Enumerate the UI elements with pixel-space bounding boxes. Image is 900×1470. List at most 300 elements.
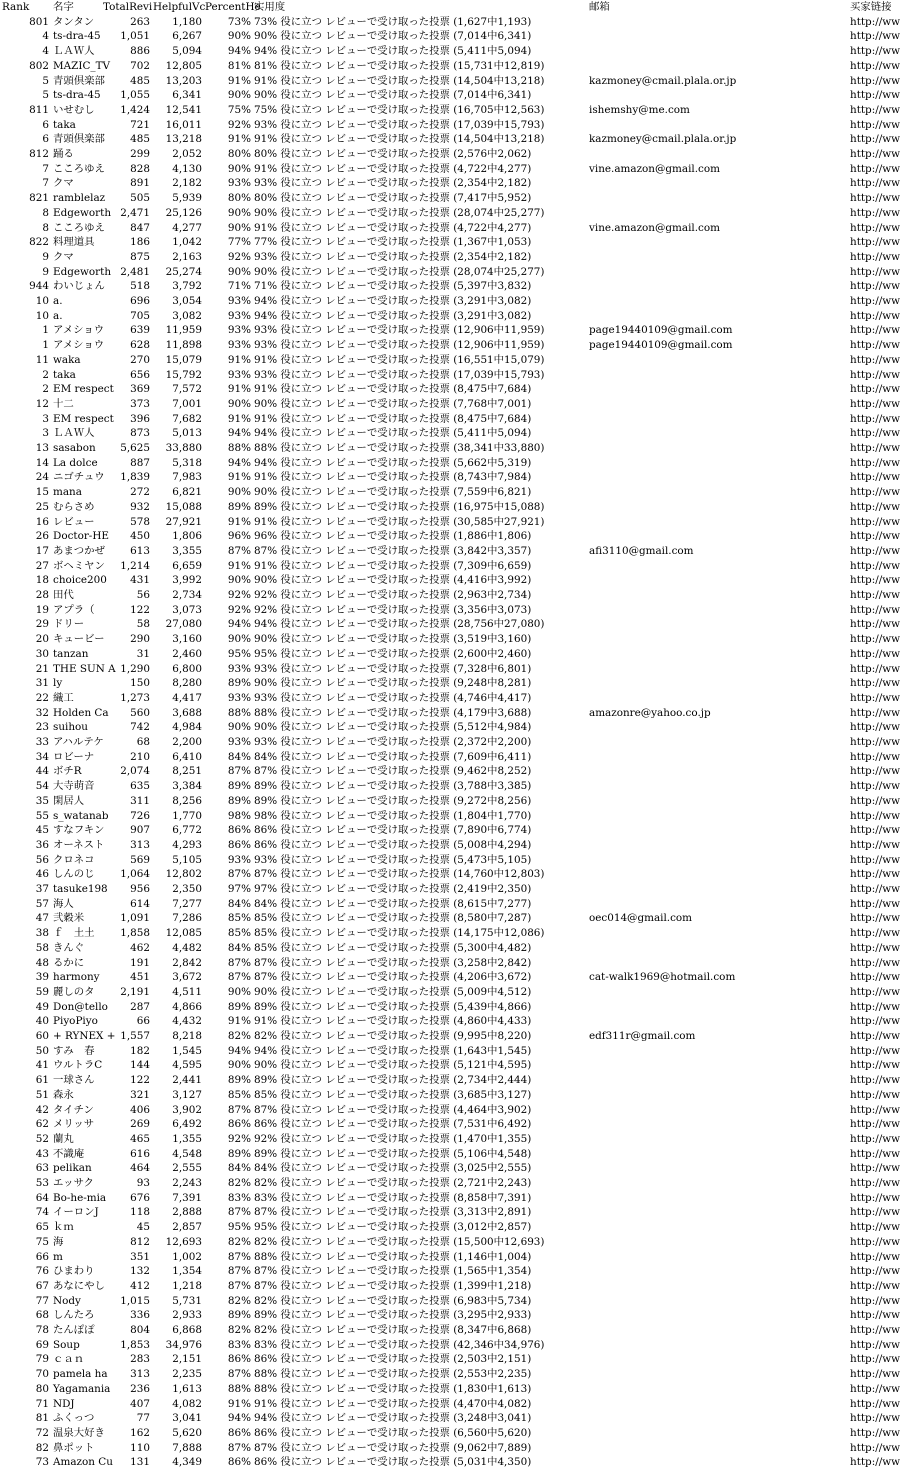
cell-buyer-link[interactable]: http://ww (850, 471, 900, 484)
cell-email[interactable] (589, 1426, 844, 1441)
cell-total-reviews[interactable]: 702 (130, 59, 150, 72)
cell-helpful-votes[interactable]: 6,410 (172, 750, 202, 763)
cell-buyer-link[interactable]: http://ww (850, 1265, 900, 1278)
cell-total-reviews[interactable]: 299 (130, 148, 150, 160)
cell-buyer-link[interactable]: http://ww (850, 221, 900, 234)
cell-name[interactable]: 大寺萌音 (53, 780, 95, 793)
cell-utility[interactable]: 93% 役に立つ レビューで受け取った投票 (5,473中5,105) (254, 853, 532, 866)
cell-percent-helpful[interactable]: 87% (227, 1368, 251, 1381)
cell-utility[interactable]: 90% 役に立つ レビューで受け取った投票 (5,512中4,984) (254, 721, 532, 734)
cell-total-reviews[interactable]: 1,015 (120, 1294, 150, 1307)
cell-total-reviews[interactable]: 613 (130, 544, 150, 557)
cell-helpful-votes[interactable]: 8,251 (172, 765, 202, 778)
cell-rank[interactable]: 62 (35, 1118, 49, 1131)
cell-rank[interactable]: 57 (35, 897, 49, 910)
cell-buyer-link[interactable]: http://ww (850, 1235, 900, 1248)
cell-buyer-link[interactable]: http://ww (850, 427, 900, 440)
cell-percent-helpful[interactable]: 90% (227, 1059, 251, 1072)
cell-utility[interactable]: 91% 役に立つ レビューで受け取った投票 (8,743中7,984) (254, 471, 532, 484)
cell-email[interactable]: amazonre@yahoo.co.jp (589, 706, 711, 719)
cell-buyer-link[interactable]: http://ww (850, 456, 900, 469)
cell-rank[interactable]: 74 (35, 1206, 49, 1219)
cell-rank[interactable]: 821 (29, 192, 49, 205)
cell-buyer-link[interactable]: http://ww (850, 780, 900, 793)
cell-buyer-link[interactable]: http://ww (850, 397, 900, 410)
cell-utility[interactable]: 88% 役に立つ レビューで受け取った投票 (38,341中33,880) (254, 442, 545, 454)
cell-rank[interactable]: 41 (35, 1059, 49, 1072)
cell-rank[interactable]: 39 (35, 971, 49, 984)
cell-name[interactable]: 麗しのタ (53, 985, 95, 998)
cell-rank[interactable]: 58 (35, 941, 49, 954)
cell-name[interactable]: るかに (53, 956, 85, 969)
cell-percent-helpful[interactable]: 89% (227, 794, 251, 807)
cell-helpful-votes[interactable]: 4,349 (172, 1456, 202, 1469)
cell-rank[interactable]: 47 (35, 912, 49, 925)
cell-utility[interactable]: 94% 役に立つ レビューで受け取った投票 (1,643中1,545) (254, 1044, 532, 1057)
cell-name[interactable]: あまつかぜ (53, 544, 105, 557)
cell-buyer-link[interactable]: http://ww (850, 1279, 900, 1292)
cell-utility[interactable]: 85% 役に立つ レビューで受け取った投票 (14,175中12,086) (254, 927, 545, 940)
cell-percent-helpful[interactable]: 94% (227, 45, 251, 58)
cell-name[interactable]: sasabon (53, 442, 96, 454)
cell-utility[interactable]: 84% 役に立つ レビューで受け取った投票 (8,615中7,277) (254, 897, 532, 910)
cell-utility[interactable]: 80% 役に立つ レビューで受け取った投票 (7,417中5,952) (254, 192, 532, 205)
cell-rank[interactable]: 59 (35, 985, 49, 998)
cell-percent-helpful[interactable]: 90% (227, 486, 251, 499)
cell-total-reviews[interactable]: 505 (130, 192, 150, 205)
cell-email[interactable] (589, 1058, 844, 1073)
cell-percent-helpful[interactable]: 75% (227, 103, 251, 116)
cell-total-reviews[interactable]: 873 (130, 427, 150, 440)
cell-name[interactable]: ｃａｎ (53, 1353, 85, 1366)
cell-utility[interactable]: 87% 役に立つ レビューで受け取った投票 (4,464中3,902) (254, 1103, 532, 1116)
cell-name[interactable]: クマ (53, 177, 74, 190)
cell-email[interactable] (589, 1205, 844, 1220)
cell-rank[interactable]: 49 (35, 1000, 49, 1013)
cell-utility[interactable]: 86% 役に立つ レビューで受け取った投票 (5,031中4,350) (254, 1456, 532, 1469)
cell-utility[interactable]: 94% 役に立つ レビューで受け取った投票 (3,291中3,082) (254, 309, 532, 322)
cell-email[interactable] (589, 426, 844, 441)
cell-rank[interactable]: 65 (35, 1221, 49, 1234)
cell-percent-helpful[interactable]: 89% (227, 677, 251, 690)
cell-helpful-votes[interactable]: 27,080 (165, 618, 202, 631)
cell-buyer-link[interactable]: http://ww (850, 295, 900, 307)
cell-rank[interactable]: 61 (35, 1074, 49, 1087)
cell-email[interactable] (589, 1073, 844, 1088)
cell-total-reviews[interactable]: 336 (130, 1309, 150, 1322)
cell-buyer-link[interactable]: http://ww (850, 280, 900, 293)
cell-buyer-link[interactable]: http://ww (850, 1426, 900, 1439)
cell-rank[interactable]: 45 (35, 824, 49, 837)
header-buyer-link[interactable]: 买家链接 (850, 1, 892, 13)
cell-total-reviews[interactable]: 614 (130, 897, 150, 910)
cell-utility[interactable]: 90% 役に立つ レビューで受け取った投票 (7,559中6,821) (254, 486, 532, 499)
cell-email[interactable] (589, 15, 844, 30)
cell-helpful-votes[interactable]: 4,277 (172, 221, 202, 234)
cell-buyer-link[interactable]: http://ww (850, 1250, 900, 1263)
cell-rank[interactable]: 811 (29, 103, 49, 116)
cell-buyer-link[interactable]: http://ww (850, 265, 900, 278)
cell-utility[interactable]: 89% 役に立つ レビューで受け取った投票 (2,734中2,444) (254, 1074, 532, 1087)
cell-total-reviews[interactable]: 2,074 (120, 765, 150, 778)
cell-name[interactable]: pamela ha (53, 1368, 108, 1381)
cell-helpful-votes[interactable]: 3,082 (172, 309, 202, 322)
cell-total-reviews[interactable]: 1,839 (120, 471, 150, 484)
cell-utility[interactable]: 94% 役に立つ レビューで受け取った投票 (3,291中3,082) (254, 295, 532, 307)
cell-helpful-votes[interactable]: 6,821 (172, 486, 202, 499)
cell-helpful-votes[interactable]: 5,620 (172, 1426, 202, 1439)
cell-name[interactable]: THE SUN A (53, 662, 116, 675)
cell-helpful-votes[interactable]: 2,734 (172, 589, 202, 601)
cell-helpful-votes[interactable]: 1,770 (172, 809, 202, 822)
cell-rank[interactable]: 77 (35, 1294, 49, 1307)
cell-rank[interactable]: 944 (29, 280, 49, 293)
cell-rank[interactable]: 71 (35, 1397, 49, 1410)
cell-buyer-link[interactable]: http://ww (850, 1059, 900, 1072)
cell-utility[interactable]: 86% 役に立つ レビューで受け取った投票 (7,890中6,774) (254, 824, 532, 837)
cell-utility[interactable]: 71% 役に立つ レビューで受け取った投票 (5,397中3,832) (254, 280, 532, 293)
cell-total-reviews[interactable]: 560 (130, 706, 150, 719)
cell-name[interactable]: 森永 (53, 1088, 74, 1101)
cell-buyer-link[interactable]: http://ww (850, 324, 900, 337)
cell-rank[interactable]: 5 (42, 89, 49, 102)
cell-utility[interactable]: 92% 役に立つ レビューで受け取った投票 (1,470中1,355) (254, 1132, 532, 1145)
cell-total-reviews[interactable]: 616 (130, 1147, 150, 1160)
cell-helpful-votes[interactable]: 4,595 (172, 1059, 202, 1072)
cell-helpful-votes[interactable]: 3,902 (172, 1103, 202, 1116)
cell-helpful-votes[interactable]: 3,792 (172, 280, 202, 293)
cell-total-reviews[interactable]: 132 (130, 1265, 150, 1278)
cell-helpful-votes[interactable]: 3,041 (172, 1412, 202, 1425)
cell-buyer-link[interactable]: http://ww (850, 1309, 900, 1322)
cell-helpful-votes[interactable]: 15,079 (165, 353, 202, 366)
cell-total-reviews[interactable]: 144 (130, 1059, 150, 1072)
cell-total-reviews[interactable]: 58 (136, 618, 150, 631)
cell-total-reviews[interactable]: 465 (130, 1132, 150, 1145)
cell-name[interactable]: ドリー (53, 618, 85, 631)
cell-buyer-link[interactable]: http://ww (850, 1221, 900, 1234)
cell-total-reviews[interactable]: 1,290 (120, 662, 150, 675)
cell-percent-helpful[interactable]: 88% (227, 442, 251, 454)
cell-rank[interactable]: 30 (35, 647, 49, 660)
cell-helpful-votes[interactable]: 2,200 (172, 736, 202, 748)
cell-helpful-votes[interactable]: 3,127 (172, 1088, 202, 1101)
cell-name[interactable]: メリッサ (53, 1118, 95, 1131)
cell-name[interactable]: taka (53, 118, 76, 131)
cell-helpful-votes[interactable]: 16,011 (165, 118, 202, 131)
cell-total-reviews[interactable]: 270 (130, 353, 150, 366)
cell-rank[interactable]: 46 (35, 868, 49, 881)
cell-helpful-votes[interactable]: 13,218 (165, 133, 202, 146)
cell-total-reviews[interactable]: 932 (130, 500, 150, 513)
cell-email[interactable] (589, 470, 844, 485)
cell-name[interactable]: ウルトラC (53, 1059, 103, 1072)
cell-helpful-votes[interactable]: 6,659 (172, 559, 202, 572)
cell-name[interactable]: PiyoPiyo (53, 1015, 98, 1028)
cell-total-reviews[interactable]: 313 (130, 1368, 150, 1381)
cell-buyer-link[interactable]: http://ww (850, 574, 900, 587)
cell-email[interactable] (589, 1161, 844, 1176)
cell-utility[interactable]: 86% 役に立つ レビューで受け取った投票 (7,531中6,492) (254, 1118, 532, 1131)
cell-buyer-link[interactable]: http://ww (850, 45, 900, 58)
cell-name[interactable]: クロネコ (53, 853, 95, 866)
cell-percent-helpful[interactable]: 93% (227, 853, 251, 866)
cell-helpful-votes[interactable]: 6,800 (172, 662, 202, 675)
cell-percent-helpful[interactable]: 92% (227, 589, 251, 601)
cell-name[interactable]: 青頭倶楽部 (53, 74, 105, 87)
cell-email[interactable] (589, 1103, 844, 1118)
cell-helpful-votes[interactable]: 12,805 (165, 59, 202, 72)
cell-total-reviews[interactable]: 485 (130, 133, 150, 146)
cell-buyer-link[interactable]: http://ww (850, 853, 900, 866)
cell-helpful-votes[interactable]: 5,939 (172, 192, 202, 205)
cell-utility[interactable]: 85% 役に立つ レビューで受け取った投票 (3,685中3,127) (254, 1088, 532, 1101)
cell-total-reviews[interactable]: 451 (130, 971, 150, 984)
cell-rank[interactable]: 2 (42, 368, 49, 381)
cell-helpful-votes[interactable]: 6,341 (172, 89, 202, 102)
cell-utility[interactable]: 93% 役に立つ レビューで受け取った投票 (17,039中15,793) (254, 368, 545, 381)
cell-name[interactable]: a. (53, 309, 63, 322)
cell-name[interactable]: 織工 (53, 691, 74, 704)
cell-buyer-link[interactable]: http://ww (850, 1412, 900, 1425)
cell-rank[interactable]: 33 (35, 736, 49, 748)
cell-percent-helpful[interactable]: 91% (227, 353, 251, 366)
cell-percent-helpful[interactable]: 86% (227, 838, 251, 851)
cell-helpful-votes[interactable]: 7,682 (172, 412, 202, 425)
cell-buyer-link[interactable]: http://ww (850, 633, 900, 646)
cell-email[interactable] (589, 1117, 844, 1132)
cell-percent-helpful[interactable]: 89% (227, 1000, 251, 1013)
cell-buyer-link[interactable]: http://ww (850, 706, 900, 719)
cell-name[interactable]: 弐穀米 (53, 912, 85, 925)
cell-helpful-votes[interactable]: 6,267 (172, 30, 202, 43)
cell-email[interactable] (589, 1455, 844, 1470)
cell-rank[interactable]: 7 (42, 162, 49, 175)
cell-rank[interactable]: 6 (42, 118, 49, 131)
cell-total-reviews[interactable]: 122 (130, 603, 150, 616)
cell-rank[interactable]: 50 (35, 1044, 49, 1057)
cell-utility[interactable]: 91% 役に立つ レビューで受け取った投票 (7,309中6,659) (254, 559, 532, 572)
cell-rank[interactable]: 9 (42, 265, 49, 278)
cell-total-reviews[interactable]: 311 (130, 794, 150, 807)
cell-buyer-link[interactable]: http://ww (850, 1294, 900, 1307)
cell-utility[interactable]: 91% 役に立つ レビューで受け取った投票 (8,475中7,684) (254, 383, 532, 396)
cell-percent-helpful[interactable]: 98% (227, 809, 251, 822)
cell-helpful-votes[interactable]: 4,482 (172, 941, 202, 954)
cell-percent-helpful[interactable]: 87% (227, 1250, 251, 1263)
cell-total-reviews[interactable]: 462 (130, 941, 150, 954)
cell-name[interactable]: タイチン (53, 1103, 94, 1116)
cell-buyer-link[interactable]: http://ww (850, 1118, 900, 1131)
cell-percent-helpful[interactable]: 85% (227, 927, 251, 940)
cell-email[interactable] (589, 1352, 844, 1367)
cell-total-reviews[interactable]: 1,064 (120, 868, 150, 881)
cell-helpful-votes[interactable]: 6,772 (172, 824, 202, 837)
cell-name[interactable]: EM respect (53, 412, 114, 425)
cell-utility[interactable]: 83% 役に立つ レビューで受け取った投票 (8,858中7,391) (254, 1191, 532, 1204)
cell-utility[interactable]: 82% 役に立つ レビューで受け取った投票 (9,995中8,220) (254, 1030, 532, 1042)
cell-rank[interactable]: 79 (35, 1353, 49, 1366)
cell-utility[interactable]: 87% 役に立つ レビューで受け取った投票 (9,462中8,252) (254, 765, 532, 778)
cell-percent-helpful[interactable]: 84% (227, 897, 251, 910)
cell-utility[interactable]: 90% 役に立つ レビューで受け取った投票 (28,074中25,277) (254, 265, 545, 278)
cell-rank[interactable]: 11 (35, 353, 49, 366)
cell-rank[interactable]: 69 (35, 1338, 49, 1351)
cell-helpful-votes[interactable]: 34,976 (165, 1338, 202, 1351)
cell-total-reviews[interactable]: 290 (130, 633, 150, 646)
cell-email[interactable] (589, 1000, 844, 1015)
cell-rank[interactable]: 80 (35, 1382, 49, 1395)
cell-total-reviews[interactable]: 656 (130, 368, 150, 381)
cell-helpful-votes[interactable]: 33,880 (165, 442, 202, 454)
cell-total-reviews[interactable]: 373 (130, 397, 150, 410)
cell-utility[interactable]: 90% 役に立つ レビューで受け取った投票 (7,014中6,341) (254, 30, 532, 43)
cell-buyer-link[interactable]: http://ww (850, 956, 900, 969)
cell-utility[interactable]: 73% 役に立つ レビューで受け取った投票 (1,627中1,193) (254, 15, 532, 28)
cell-email[interactable] (589, 1147, 844, 1162)
cell-total-reviews[interactable]: 77 (136, 1412, 150, 1425)
cell-buyer-link[interactable]: http://ww (850, 1000, 900, 1013)
cell-percent-helpful[interactable]: 96% (227, 530, 251, 543)
cell-total-reviews[interactable]: 875 (130, 250, 150, 263)
cell-helpful-votes[interactable]: 8,280 (172, 677, 202, 690)
cell-rank[interactable]: 22 (35, 691, 49, 704)
cell-email[interactable] (589, 1235, 844, 1250)
header-total-reviews[interactable]: TotalRevi (103, 1, 153, 13)
cell-email[interactable] (589, 1220, 844, 1235)
cell-rank[interactable]: 52 (35, 1132, 49, 1145)
cell-total-reviews[interactable]: 1,091 (120, 912, 150, 925)
cell-buyer-link[interactable]: http://ww (850, 530, 900, 543)
cell-helpful-votes[interactable]: 4,293 (172, 838, 202, 851)
cell-rank[interactable]: 8 (42, 206, 49, 219)
cell-utility[interactable]: 75% 役に立つ レビューで受け取った投票 (16,705中12,563) (254, 103, 545, 116)
cell-name[interactable]: Doctor-HE (53, 530, 109, 543)
cell-rank[interactable]: 26 (35, 530, 49, 543)
cell-total-reviews[interactable]: 1,858 (120, 927, 150, 940)
cell-buyer-link[interactable]: http://ww (850, 74, 900, 87)
cell-total-reviews[interactable]: 210 (130, 750, 150, 763)
cell-percent-helpful[interactable]: 94% (227, 1412, 251, 1425)
cell-email[interactable] (589, 867, 844, 882)
cell-helpful-votes[interactable]: 7,001 (172, 397, 202, 410)
cell-name[interactable]: mana (53, 486, 82, 499)
cell-buyer-link[interactable]: http://ww (850, 486, 900, 499)
cell-name[interactable]: アメショウ (53, 339, 105, 352)
cell-helpful-votes[interactable]: 7,277 (172, 897, 202, 910)
cell-percent-helpful[interactable]: 86% (227, 1456, 251, 1469)
cell-utility[interactable]: 87% 役に立つ レビューで受け取った投票 (9,062中7,889) (254, 1441, 532, 1454)
cell-email[interactable] (589, 309, 844, 324)
cell-email[interactable] (589, 838, 844, 853)
cell-name[interactable]: しんたろ (53, 1309, 95, 1322)
cell-name[interactable]: choice200 (53, 574, 107, 587)
cell-rank[interactable]: 822 (29, 236, 49, 249)
cell-buyer-link[interactable]: http://ww (850, 162, 900, 175)
cell-email[interactable] (589, 353, 844, 368)
cell-buyer-link[interactable]: http://ww (850, 927, 900, 940)
cell-helpful-votes[interactable]: 3,992 (172, 574, 202, 587)
cell-total-reviews[interactable]: 828 (130, 162, 150, 175)
cell-name[interactable]: 一球さん (53, 1074, 95, 1087)
cell-percent-helpful[interactable]: 77% (227, 236, 251, 249)
cell-utility[interactable]: 91% 役に立つ レビューで受け取った投票 (14,504中13,218) (254, 74, 545, 87)
cell-rank[interactable]: 1 (42, 339, 49, 352)
cell-percent-helpful[interactable]: 90% (227, 985, 251, 998)
cell-utility[interactable]: 89% 役に立つ レビューで受け取った投票 (3,295中2,933) (254, 1309, 532, 1322)
cell-total-reviews[interactable]: 1,424 (120, 103, 150, 116)
cell-name[interactable]: La dolce (53, 456, 98, 469)
cell-total-reviews[interactable]: 847 (130, 221, 150, 234)
cell-helpful-votes[interactable]: 12,085 (165, 927, 202, 940)
header-helpful-votes[interactable]: HelpfulVc (153, 1, 206, 13)
cell-email[interactable] (589, 412, 844, 427)
cell-total-reviews[interactable]: 887 (130, 456, 150, 469)
cell-percent-helpful[interactable]: 90% (227, 89, 251, 102)
cell-rank[interactable]: 44 (35, 765, 49, 778)
cell-buyer-link[interactable]: http://ww (850, 133, 900, 146)
cell-total-reviews[interactable]: 93 (136, 1177, 150, 1189)
cell-utility[interactable]: 87% 役に立つ レビューで受け取った投票 (3,842中3,357) (254, 544, 532, 557)
cell-rank[interactable]: 9 (42, 250, 49, 263)
cell-percent-helpful[interactable]: 87% (227, 1441, 251, 1454)
cell-utility[interactable]: 96% 役に立つ レビューで受け取った投票 (1,886中1,806) (254, 530, 532, 543)
cell-percent-helpful[interactable]: 90% (227, 574, 251, 587)
cell-rank[interactable]: 10 (35, 309, 49, 322)
cell-total-reviews[interactable]: 956 (130, 883, 150, 895)
cell-utility[interactable]: 94% 役に立つ レビューで受け取った投票 (3,248中3,041) (254, 1412, 532, 1425)
cell-percent-helpful[interactable]: 91% (227, 383, 251, 396)
cell-email[interactable] (589, 882, 844, 897)
cell-buyer-link[interactable]: http://ww (850, 603, 900, 616)
cell-helpful-votes[interactable]: 2,243 (172, 1177, 202, 1189)
cell-buyer-link[interactable]: http://ww (850, 442, 900, 454)
cell-buyer-link[interactable]: http://ww (850, 1088, 900, 1101)
cell-rank[interactable]: 82 (35, 1441, 49, 1454)
cell-percent-helpful[interactable]: 82% (227, 1294, 251, 1307)
cell-total-reviews[interactable]: 236 (130, 1382, 150, 1395)
cell-utility[interactable]: 89% 役に立つ レビューで受け取った投票 (5,439中4,866) (254, 1000, 532, 1013)
cell-name[interactable]: Yagamania (53, 1382, 111, 1395)
cell-percent-helpful[interactable]: 88% (227, 706, 251, 719)
cell-percent-helpful[interactable]: 84% (227, 941, 251, 954)
cell-buyer-link[interactable]: http://ww (850, 544, 900, 557)
cell-helpful-votes[interactable]: 2,842 (172, 956, 202, 969)
header-utility[interactable]: 实用度 (254, 1, 286, 13)
cell-helpful-votes[interactable]: 6,492 (172, 1118, 202, 1131)
cell-percent-helpful[interactable]: 81% (227, 59, 251, 72)
cell-total-reviews[interactable]: 406 (130, 1103, 150, 1116)
cell-helpful-votes[interactable]: 7,888 (172, 1441, 202, 1454)
cell-utility[interactable]: 81% 役に立つ レビューで受け取った投票 (15,731中12,819) (254, 59, 545, 72)
cell-email[interactable] (589, 617, 844, 632)
cell-rank[interactable]: 4 (42, 45, 49, 58)
cell-name[interactable]: tanzan (53, 647, 89, 660)
cell-email[interactable] (589, 1191, 844, 1206)
cell-rank[interactable]: 27 (35, 559, 49, 572)
cell-rank[interactable]: 13 (35, 442, 49, 454)
cell-total-reviews[interactable]: 351 (130, 1250, 150, 1263)
cell-percent-helpful[interactable]: 86% (227, 824, 251, 837)
cell-buyer-link[interactable]: http://ww (850, 1368, 900, 1381)
cell-name[interactable]: タンタン (53, 15, 95, 28)
cell-utility[interactable]: 84% 役に立つ レビューで受け取った投票 (3,025中2,555) (254, 1162, 532, 1175)
cell-buyer-link[interactable]: http://ww (850, 559, 900, 572)
cell-name[interactable]: 十二 (53, 397, 74, 410)
cell-buyer-link[interactable]: http://ww (850, 515, 900, 528)
cell-utility[interactable]: 90% 役に立つ レビューで受け取った投票 (7,768中7,001) (254, 397, 532, 410)
cell-email[interactable]: ishemshy@me.com (589, 103, 690, 116)
